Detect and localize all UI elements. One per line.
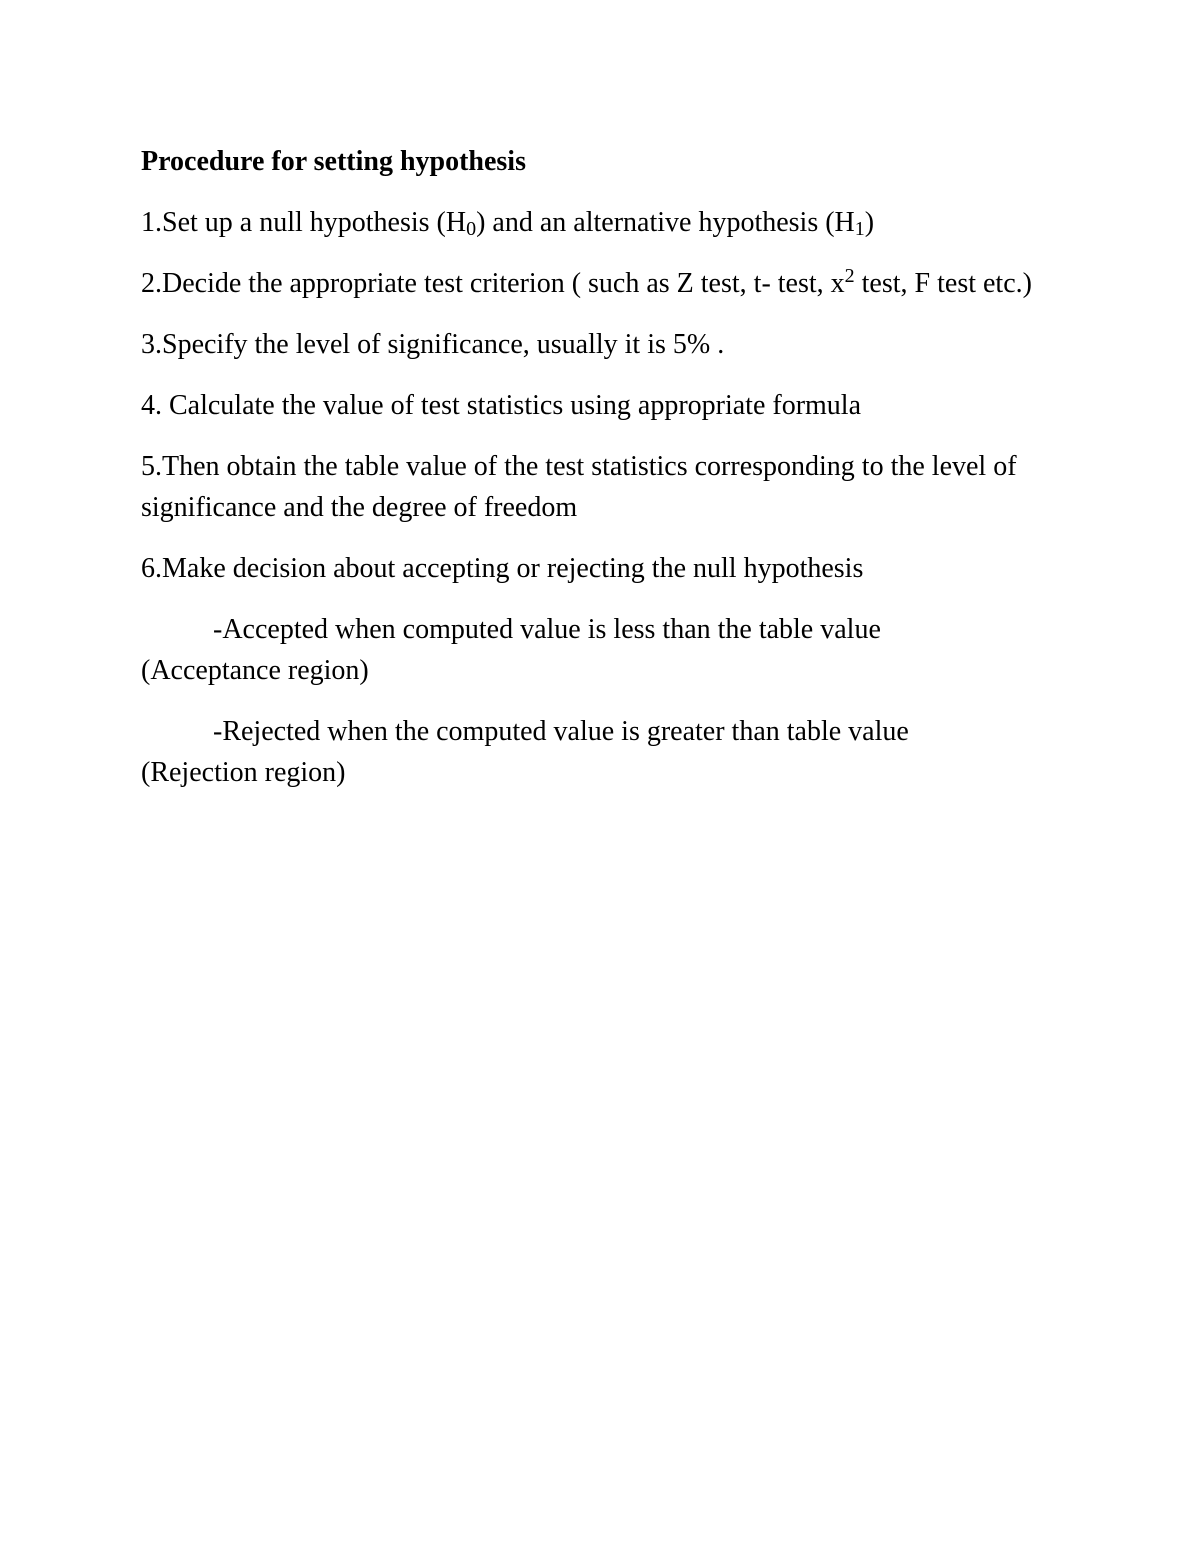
document-body: [141, 141, 1041, 813]
step-1: [141, 202, 1041, 243]
rejection-region-label: (Rejection region): [141, 757, 346, 788]
rejected-rule-text: -Rejected when the computed value is greater than table value: [213, 716, 909, 747]
document-title: Procedure for setting hypothesis: [141, 146, 526, 177]
step-1-text-start: 1.Set up a null hypothesis (: [141, 207, 446, 238]
chi-square-superscript: 2: [844, 265, 855, 287]
alternative-hypothesis-symbol: H: [834, 207, 855, 238]
step-2-text-start: 2.Decide the appropriate test criterion ( such as Z test, t- test, x: [141, 268, 845, 299]
step-6: 6.Make decision about accepting or rejecting the null hypothesis: [141, 553, 864, 584]
step-1-text-middle: ) and an alternative hypothesis (: [476, 207, 835, 238]
rejected-rule: [141, 711, 1041, 793]
accepted-rule-text: -Accepted when computed value is less than the table value: [213, 614, 881, 645]
step-3: 3.Specify the level of significance, usually it is 5% .: [141, 329, 725, 360]
null-hypothesis-symbol: H: [445, 207, 467, 238]
step-2: [141, 263, 1041, 304]
null-hypothesis-subscript: 0: [466, 218, 477, 240]
step-5: 5.Then obtain the table value of the test statistics corresponding to the level of significance and the degree of freedom: [141, 451, 1017, 523]
step-1-text-end: ): [864, 207, 875, 238]
step-2-text-end: test, F test etc.): [854, 268, 1032, 299]
alternative-hypothesis-subscript: 1: [854, 218, 865, 240]
step-4: 4. Calculate the value of test statistics using appropriate formula: [141, 390, 862, 421]
accepted-rule: [141, 609, 1041, 691]
acceptance-region-label: (Acceptance region): [141, 655, 369, 686]
